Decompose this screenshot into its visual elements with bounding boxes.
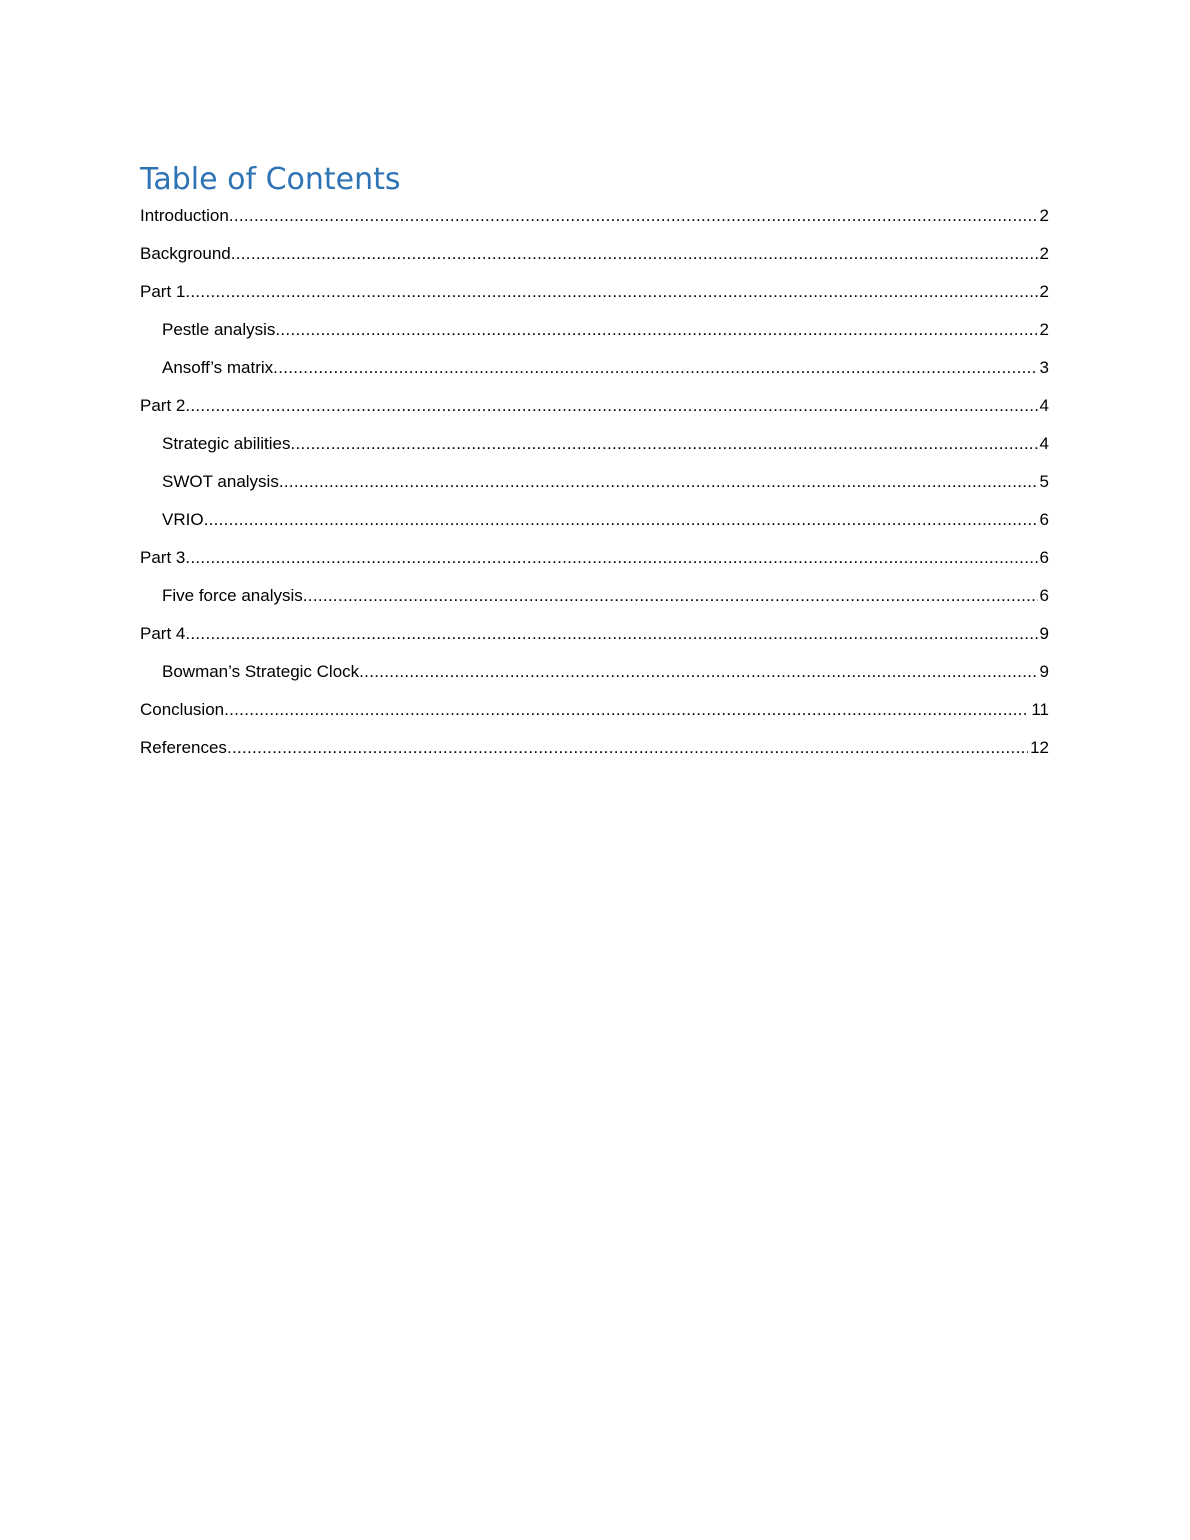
toc-dot-leader [231, 239, 1038, 269]
toc-entry-page: 12 [1030, 738, 1049, 757]
toc-entry-page: 6 [1039, 548, 1049, 567]
toc-dot-leader [273, 353, 1037, 383]
toc-entry-page: 2 [1039, 244, 1049, 263]
toc-dot-leader [303, 581, 1038, 611]
toc-entry-page: 6 [1039, 510, 1049, 529]
toc-dot-leader [227, 733, 1028, 763]
toc-entry-part-4[interactable] [140, 619, 1049, 657]
toc-entry-bowmans-strategic-clock[interactable] [140, 657, 1049, 695]
toc-dot-leader [224, 695, 1029, 725]
toc-entry-pestle-analysis[interactable] [140, 315, 1049, 353]
toc-dot-leader [204, 505, 1038, 535]
toc-entry-label: Part 2 [140, 396, 186, 415]
toc-entry-page: 2 [1039, 206, 1049, 225]
toc-entry-five-force-analysis[interactable] [140, 581, 1049, 619]
toc-entry-page: 4 [1039, 434, 1049, 453]
toc-entry-page: 2 [1039, 282, 1049, 301]
toc-title: Table of Contents [140, 162, 401, 197]
toc-entry-label: Background [140, 244, 231, 263]
toc-entry-label: Part 3 [140, 548, 186, 567]
toc-dot-leader [185, 277, 1037, 307]
toc-entry-page: 11 [1031, 700, 1049, 719]
toc-dot-leader [185, 619, 1037, 649]
toc-dot-leader [359, 657, 1037, 687]
toc-dot-leader [275, 315, 1037, 345]
toc-entry-label: Bowman’s Strategic Clock [162, 662, 360, 681]
toc-entry-part-3[interactable] [140, 543, 1049, 581]
toc-dot-leader [279, 467, 1038, 497]
toc-entry-label: References [140, 738, 227, 757]
toc-entry-conclusion[interactable] [140, 695, 1049, 733]
toc-entry-label: SWOT analysis [162, 472, 279, 491]
toc-entry-label: Ansoff’s matrix [162, 358, 274, 377]
toc-entry-label: Conclusion [140, 700, 225, 719]
toc-entry-vrio[interactable] [140, 505, 1049, 543]
toc-entry-label: Five force analysis [162, 586, 303, 605]
toc-entry-label: Strategic abilities [162, 434, 291, 453]
toc-entry-page: 6 [1039, 586, 1049, 605]
toc-entry-swot-analysis[interactable] [140, 467, 1049, 505]
toc-entry-part-2[interactable] [140, 391, 1049, 429]
toc-dot-leader [229, 201, 1038, 231]
toc-dot-leader [185, 391, 1037, 421]
toc-entry-page: 9 [1039, 624, 1049, 643]
toc-entry-page: 9 [1039, 662, 1049, 681]
toc-dot-leader [291, 429, 1038, 459]
toc-entry-label: Part 4 [140, 624, 186, 643]
toc-entry-page: 2 [1039, 320, 1049, 339]
toc-entry-strategic-abilities[interactable] [140, 429, 1049, 467]
toc-entry-page: 5 [1039, 472, 1049, 491]
toc-dot-leader [185, 543, 1037, 573]
toc-list [140, 201, 1049, 771]
toc-entry-label: Introduction [140, 206, 229, 225]
toc-entry-label: Part 1 [140, 282, 186, 301]
toc-entry-references[interactable] [140, 733, 1049, 771]
toc-entry-introduction[interactable] [140, 201, 1049, 239]
toc-entry-page: 3 [1039, 358, 1049, 377]
toc-entry-part-1[interactable] [140, 277, 1049, 315]
toc-entry-page: 4 [1039, 396, 1049, 415]
toc-entry-label: Pestle analysis [162, 320, 276, 339]
toc-entry-ansoffs-matrix[interactable] [140, 353, 1049, 391]
toc-entry-background[interactable] [140, 239, 1049, 277]
toc-entry-label: VRIO [162, 510, 204, 529]
